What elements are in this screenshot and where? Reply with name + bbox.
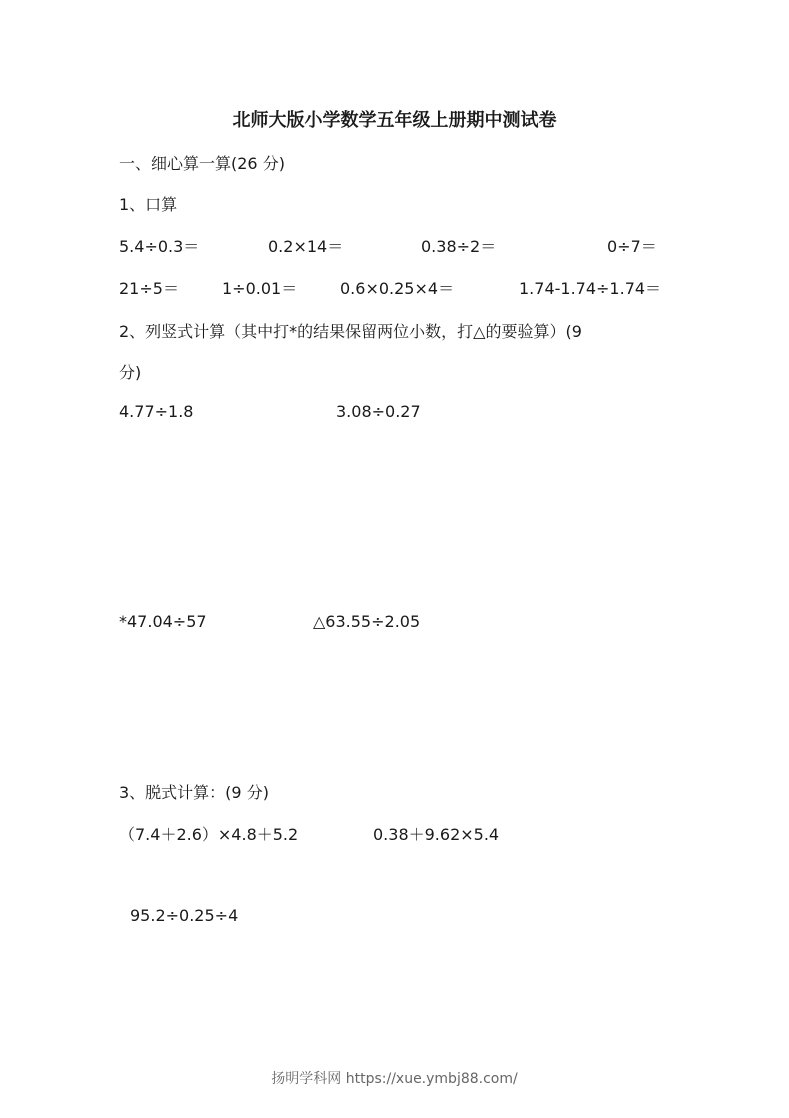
question-2-label: 2、列竖式计算（其中打*的结果保留两位小数，打△的要验算）(9 bbox=[119, 322, 582, 341]
long-division-item: 3.08÷0.27 bbox=[336, 402, 421, 421]
expression-item: 95.2÷0.25÷4 bbox=[130, 906, 239, 925]
mental-math-item: 5.4÷0.3＝ bbox=[119, 237, 200, 256]
mental-math-item: 1.74-1.74÷1.74＝ bbox=[519, 279, 662, 298]
expression-item: 0.38＋9.62×5.4 bbox=[373, 825, 500, 844]
mental-math-item: 1÷0.01＝ bbox=[222, 279, 298, 298]
mental-math-item: 21÷5＝ bbox=[119, 279, 179, 298]
expression-item: （7.4＋2.6）×4.8＋5.2 bbox=[119, 825, 299, 844]
question-3-label: 3、脱式计算：(9 分) bbox=[119, 783, 269, 802]
mental-math-item: 0.2×14＝ bbox=[268, 237, 344, 256]
question-1-label: 1、口算 bbox=[119, 195, 178, 214]
section-heading: 一、细心算一算(26 分) bbox=[119, 154, 285, 173]
mental-math-item: 0.38÷2＝ bbox=[421, 237, 497, 256]
long-division-item: 4.77÷1.8 bbox=[119, 402, 194, 421]
long-division-item: *47.04÷57 bbox=[119, 612, 207, 631]
mental-math-item: 0÷7＝ bbox=[607, 237, 657, 256]
footer-watermark: 扬明学科网 https://xue.ymbj88.com/ bbox=[271, 1071, 518, 1087]
long-division-item: △63.55÷2.05 bbox=[313, 612, 421, 631]
page-title: 北师大版小学数学五年级上册期中测试卷 bbox=[232, 110, 557, 131]
question-2-label-cont: 分) bbox=[119, 363, 142, 382]
mental-math-item: 0.6×0.25×4＝ bbox=[340, 279, 455, 298]
